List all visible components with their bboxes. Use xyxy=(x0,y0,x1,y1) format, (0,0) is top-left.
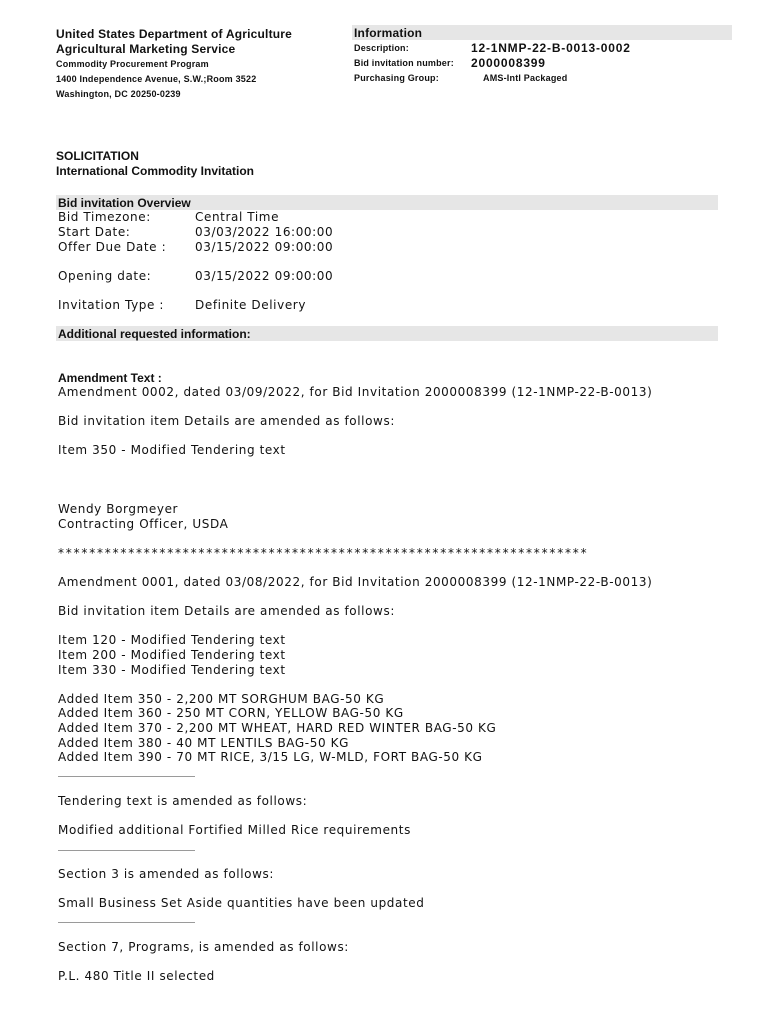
amendment-line: Small Business Set Aside quantities have been updated xyxy=(58,896,425,910)
amendment-line: Item 330 - Modified Tendering text xyxy=(58,663,286,677)
description-label: Description: xyxy=(354,43,409,53)
opening-date-label: Opening date: xyxy=(58,269,152,283)
bid-number-value: 2000008399 xyxy=(471,56,546,70)
section-divider xyxy=(58,850,195,851)
timezone-label: Bid Timezone: xyxy=(58,210,151,224)
purchasing-group-label: Purchasing Group: xyxy=(354,73,439,83)
asterisk-separator: ******************************************************************** xyxy=(58,546,589,560)
solicitation-title: SOLICITATION xyxy=(56,149,139,163)
signatory-title: Contracting Officer, USDA xyxy=(58,517,229,531)
amendment-line: Amendment 0002, dated 03/09/2022, for Bid Invitation 2000008399 (12-1NMP-22-B-0013) xyxy=(58,385,653,399)
section-divider xyxy=(58,922,195,923)
amendment-line: Bid invitation item Details are amended as follows: xyxy=(58,604,395,618)
solicitation-subtitle: International Commodity Invitation xyxy=(56,164,255,178)
info-heading: Information xyxy=(354,26,423,40)
amendment-line: Added Item 360 - 250 MT CORN, YELLOW BAG-50 KG xyxy=(58,706,404,720)
amendment-line: Section 7, Programs, is amended as follows: xyxy=(58,940,349,954)
amendment-line: Added Item 350 - 2,200 MT SORGHUM BAG-50 KG xyxy=(58,692,385,706)
offer-due-label: Offer Due Date : xyxy=(58,240,167,254)
amendment-line: Added Item 370 - 2,200 MT WHEAT, HARD RED WINTER BAG-50 KG xyxy=(58,721,497,735)
agency-program: Commodity Procurement Program xyxy=(56,59,209,69)
amendment-line: Added Item 380 - 40 MT LENTILS BAG-50 KG xyxy=(58,736,349,750)
agency-service: Agricultural Marketing Service xyxy=(56,42,236,56)
amendment-line: Item 350 - Modified Tendering text xyxy=(58,443,286,457)
signatory-name: Wendy Borgmeyer xyxy=(58,502,179,516)
amendment-line: Item 120 - Modified Tendering text xyxy=(58,633,286,647)
bid-number-label: Bid invitation number: xyxy=(354,58,454,68)
overview-heading: Bid invitation Overview xyxy=(58,196,191,210)
offer-due-value: 03/15/2022 09:00:00 xyxy=(195,240,334,254)
invitation-type-label: Invitation Type : xyxy=(58,298,165,312)
agency-city: Washington, DC 20250-0239 xyxy=(56,89,181,99)
amendment-heading: Amendment Text : xyxy=(58,371,162,385)
amendment-line: Bid invitation item Details are amended as follows: xyxy=(58,414,395,428)
agency-name: United States Department of Agriculture xyxy=(56,27,293,41)
amendment-line: Section 3 is amended as follows: xyxy=(58,867,275,881)
amendment-line: Modified additional Fortified Milled Rice requirements xyxy=(58,823,411,837)
section-divider xyxy=(58,776,195,777)
agency-address: 1400 Independence Avenue, S.W.;Room 3522 xyxy=(56,74,257,84)
amendment-line: Tendering text is amended as follows: xyxy=(58,794,308,808)
start-date-value: 03/03/2022 16:00:00 xyxy=(195,225,334,239)
amendment-line: Added Item 390 - 70 MT RICE, 3/15 LG, W-MLD, FORT BAG-50 KG xyxy=(58,750,483,764)
description-value: 12-1NMP-22-B-0013-0002 xyxy=(471,41,631,55)
opening-date-value: 03/15/2022 09:00:00 xyxy=(195,269,334,283)
amendment-line: P.L. 480 Title II selected xyxy=(58,969,215,983)
timezone-value: Central Time xyxy=(195,210,280,224)
purchasing-group-value: AMS-Intl Packaged xyxy=(483,73,568,83)
additional-heading: Additional requested information: xyxy=(58,327,251,341)
amendment-line: Amendment 0001, dated 03/08/2022, for Bid Invitation 2000008399 (12-1NMP-22-B-0013) xyxy=(58,575,653,589)
start-date-label: Start Date: xyxy=(58,225,131,239)
amendment-line: Item 200 - Modified Tendering text xyxy=(58,648,286,662)
invitation-type-value: Definite Delivery xyxy=(195,298,307,312)
